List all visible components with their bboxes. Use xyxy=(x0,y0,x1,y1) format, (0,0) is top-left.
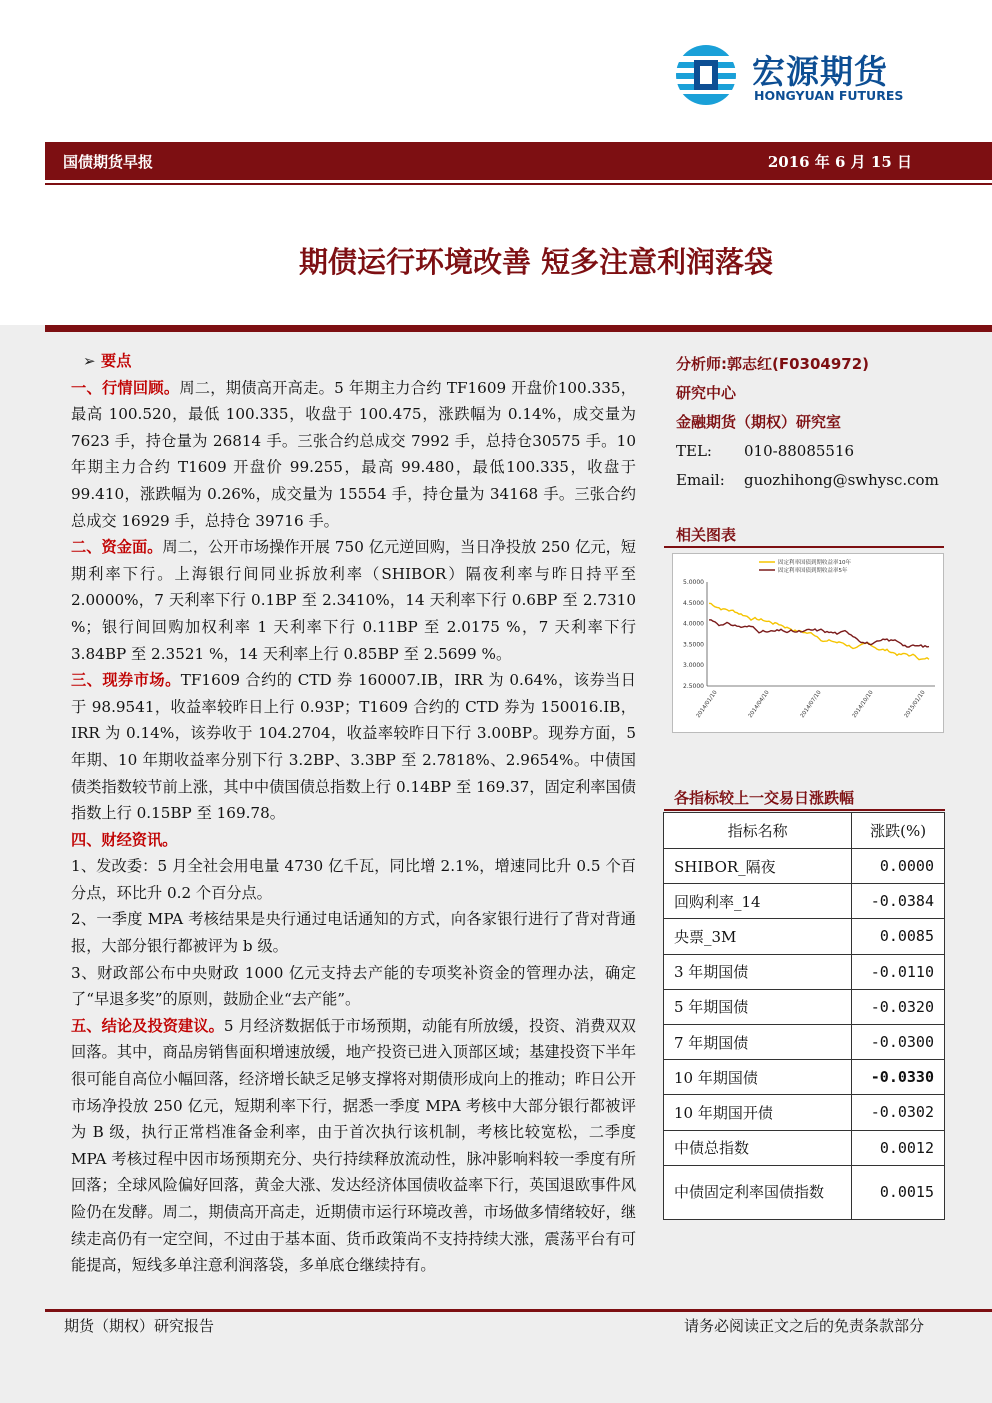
report-title: 期债运行环境改善 短多注意利润落袋 xyxy=(298,245,774,279)
yield-chart xyxy=(672,553,944,733)
section-news xyxy=(71,827,636,854)
y-tick-label: 4.5000 xyxy=(683,599,704,607)
y-tick-label: 5.0000 xyxy=(683,579,704,586)
table-row xyxy=(664,1024,945,1059)
table-row xyxy=(664,884,945,919)
series-line-5y xyxy=(709,620,929,647)
indicator-value: -0.0320 xyxy=(852,989,945,1024)
column-header: 指标名称 xyxy=(664,813,852,849)
table-row xyxy=(664,954,945,989)
legend-label: 固定利率国债到期收益率5年 xyxy=(778,568,848,574)
indicator-value: -0.0302 xyxy=(852,1095,945,1130)
section-text: 周二，公开市场操作开展 750 亿元逆回购，当日净投放 250 亿元，短期利率下行。上海银行间同业拆放利率（SHIBOR）隔夜利率与昨日持平至 2.0000%，7 天利率下行 0.1BP 至 2.3410%，14 天利率下行 0.6BP 至 2.7310 %；银行间回购加权利率 1 天利率下行 0.11BP 至 2.0175 %，7 天利率下行 3.84BP 至 2.3521 %，14 天利率上行 0.85BP 至 2.5699 %。 xyxy=(71,538,636,663)
x-tick-label: 2014/04/10 xyxy=(747,689,771,720)
column-header: 涨跌(%) xyxy=(852,813,945,849)
indicator-name: 10 年期国开债 xyxy=(664,1095,852,1130)
indicator-table xyxy=(663,812,945,1220)
y-tick-label: 3.0000 xyxy=(683,662,704,670)
hongyuan-logo-icon xyxy=(672,42,744,106)
y-tick-label: 3.5000 xyxy=(683,641,704,649)
section-title: 三、现券市场。 xyxy=(71,671,181,690)
indicator-value: -0.0110 xyxy=(852,954,945,989)
chart-section-title: 相关图表 xyxy=(676,526,737,544)
indicator-name: 5 年期国债 xyxy=(664,989,852,1024)
section-text: TF1609 合约的 CTD 券 160007.IB，IRR 为 0.64%，该券当日于 98.9541，收益率较昨日上行 0.93P；T1609 合约的 CTD 券为 150016.IB，IRR 为 0.14%，该券收于 104.2704，收益率较昨日下行 3.00BP。现券方面，5 年期、10 年期收益率分别下行 3.2BP、3.3BP 至 2.7818%、2.9654%。中债国债类指数较节前上涨，其中中债国债总指数上行 0.14BP 至 169.37，固定利率国债指数上行 0.15BP 至 169.78。 xyxy=(71,671,636,823)
section-cash-bond xyxy=(71,667,636,827)
section-liquidity xyxy=(71,534,636,667)
x-tick-label: 2014/01/10 xyxy=(695,689,719,720)
indicator-value: 0.0012 xyxy=(852,1130,945,1165)
news-item: 2、一季度 MPA 考核结果是央行通过电话通知的方式，向各家银行进行了背对背通报，大部分银行都被评为 b 级。 xyxy=(71,910,636,956)
table-header-row xyxy=(664,813,945,849)
band-divider xyxy=(45,183,992,185)
table-section-title: 各指标较上一交易日涨跌幅 xyxy=(674,789,855,807)
indicator-name: 中债总指数 xyxy=(664,1130,852,1165)
tel-value: 010-88085516 xyxy=(744,442,855,460)
x-tick-label: 2014/07/10 xyxy=(799,689,823,720)
report-type: 国债期货早报 xyxy=(63,153,154,171)
section-title: 四、财经资讯。 xyxy=(71,830,178,849)
x-tick-label: 2015/01/10 xyxy=(903,689,927,720)
news-item: 3、财政部公布中央财政 1000 亿元支持去产能的专项奖补资金的管理办法，确定了“早退多奖”的原则，鼓励企业“去产能”。 xyxy=(71,963,636,1009)
series-line-10y xyxy=(709,603,929,659)
indicator-name: 3 年期国债 xyxy=(664,954,852,989)
report-date: 2016 年 6 月 15 日 xyxy=(767,153,912,171)
indicator-value: -0.0300 xyxy=(852,1024,945,1059)
table-row xyxy=(664,919,945,954)
tel-row xyxy=(676,437,956,466)
logo-english-name: HONGYUAN FUTURES xyxy=(754,88,904,103)
department: 研究中心 xyxy=(676,384,737,402)
logo-chinese-name: 宏源期货 xyxy=(752,52,888,91)
section-text: 周二，期债高开高走。5 年期主力合约 TF1609 开盘价100.335，最高 100.520，最低 100.335，收盘于 100.475，涨跌幅为 0.14%，成交量为 7623 手，持仓量为 26814 手。三张合约总成交 7992 手，总持仓30575 手。10 年期主力合约 T1609 开盘价 99.255，最高 99.480，最低100.335，收盘于 99.410，涨跌幅为 0.26%，成交量为 15554 手，持仓量为 34168 手。三张合约总成交 16929 手，总持仓 39716 手。 xyxy=(71,378,636,530)
news-item: 1、发改委：5 月全社会用电量 4730 亿千瓦，同比增 2.1%，增速同比升 0.5 个百分点，环比升 0.2 个百分点。 xyxy=(71,857,636,902)
indicator-name: 10 年期国债 xyxy=(664,1060,852,1095)
section-conclusion xyxy=(71,1013,636,1279)
table-row xyxy=(664,989,945,1024)
indicator-name: 央票_3M xyxy=(664,919,852,954)
email-row xyxy=(676,466,956,495)
indicator-value: -0.0384 xyxy=(852,884,945,919)
indicator-name: 7 年期国债 xyxy=(664,1024,852,1059)
table-row xyxy=(664,1095,945,1130)
table-section-header xyxy=(664,785,945,811)
table-row xyxy=(664,1165,945,1219)
yield-chart-svg xyxy=(673,554,943,732)
section-market-review xyxy=(71,375,636,535)
email-label: Email: xyxy=(676,471,725,489)
analyst-name: 分析师:郭志红(F0304972) xyxy=(676,355,870,373)
company-logo xyxy=(672,42,922,112)
section-title: 五、结论及投资建议。 xyxy=(71,1016,224,1035)
summary-heading: ➢ 要点 xyxy=(71,348,636,375)
indicator-value: 0.0000 xyxy=(852,849,945,884)
section-title: 一、行情回顾。 xyxy=(71,378,180,397)
analyst-info xyxy=(676,350,956,495)
report-band xyxy=(45,142,992,180)
footer-divider xyxy=(45,1309,992,1312)
title-divider xyxy=(45,325,992,332)
y-tick-label: 2.5000 xyxy=(683,683,704,690)
y-tick-label: 4.0000 xyxy=(683,620,704,628)
indicator-name: 回购利率_14 xyxy=(664,884,852,919)
arrow-bullet-icon: ➢ xyxy=(83,352,96,370)
indicator-value: 0.0015 xyxy=(852,1165,945,1219)
tel-label: TEL: xyxy=(676,442,712,460)
indicator-value: 0.0085 xyxy=(852,919,945,954)
table-row xyxy=(664,1130,945,1165)
indicator-name: 中债固定利率国债指数 xyxy=(664,1165,852,1219)
table-row xyxy=(664,849,945,884)
email-value: guozhihong@swhysc.com xyxy=(744,471,939,489)
chart-section-header xyxy=(664,522,944,548)
legend-label: 固定利率国债到期收益率10年 xyxy=(778,560,851,566)
table-row xyxy=(664,1060,945,1095)
indicator-value: -0.0330 xyxy=(852,1060,945,1095)
footer-disclaimer: 请务必阅读正文之后的免责条款部分 xyxy=(683,1317,924,1335)
section-text: 5 月经济数据低于市场预期，动能有所放缓，投资、消费双双回落。其中，商品房销售面积增速放缓，地产投资已进入顶部区域；基建投资下半年很可能自高位小幅回落，经济增长缺乏足够支撑将对期债形成向上的推动；昨日公开市场净投放 250 亿元，短期利率下行，据悉一季度 MPA 考核中大部分银行都被评为 B 级，执行正常档准备金利率，由于首次执行该机制，考核比较宽松，二季度 MPA 考核过程中因市场预期充分、央行持续释放流动性，脉冲影响料较一季度有所回落；全球风险偏好回落，黄金大涨、发达经济体国债收益率下行，英国退欧事件风险仍在发酵。周二，期债高开高走，近期债市运行环境改善，市场做多情绪较好，继续走高仍有一定空间，不过由于基本面、货币政策尚不支持持续大涨，震荡平台有可能提高，短线多单注意利润落袋，多单底仓继续持有。 xyxy=(71,1016,636,1275)
indicator-name: SHIBOR_隔夜 xyxy=(664,849,852,884)
sub-department: 金融期货（期权）研究室 xyxy=(676,413,842,431)
x-tick-label: 2014/10/10 xyxy=(851,689,875,720)
footer-report-label: 期货（期权）研究报告 xyxy=(64,1317,215,1335)
section-title: 二、资金面。 xyxy=(71,538,163,557)
main-content xyxy=(71,348,636,1279)
